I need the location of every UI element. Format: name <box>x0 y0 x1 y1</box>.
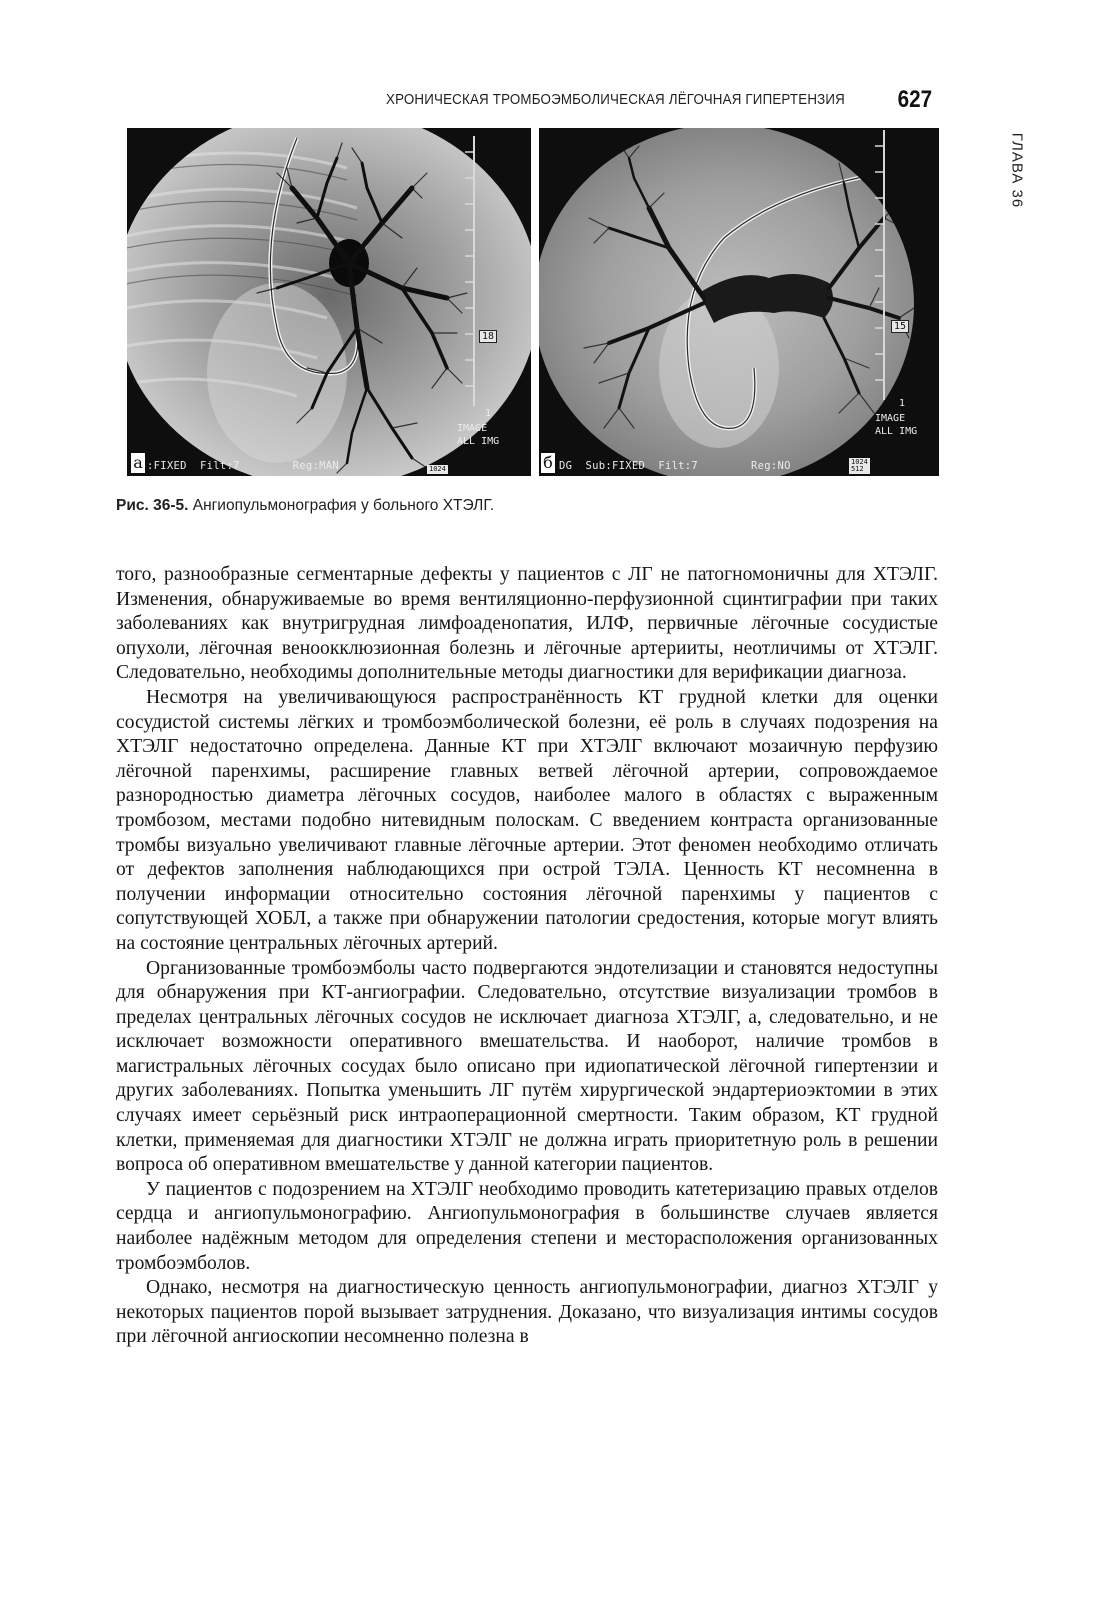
image-label-b: IMAGE ALL IMG <box>875 413 918 437</box>
osd-matrix-b: 1024 512 <box>851 458 868 473</box>
paragraph: Однако, несмотря на диагностическую ценность ангиопульмонографии, диагноз ХТЭЛГ у некоторых пациентов порой вызывает затруднения. Доказано, что визуализация интимы сосудов при лёгочной ангиоскопии несомненно полезна в <box>116 1277 938 1348</box>
paragraph: У пациентов с подозрением на ХТЭЛГ необходимо проводить катетеризацию правых отделов сердца и ангиопульмонографию. Ангиопульмонография в большинстве случаев является наиболее надёжным методом для определения степени и месторасположения организованных тромбоэмболов. <box>116 1178 938 1274</box>
figure-36-5 <box>127 128 939 476</box>
position-marker-b: 15 <box>891 320 909 333</box>
panel-letter-a: а <box>131 453 145 473</box>
scale-label-b: 1 <box>899 398 906 409</box>
chapter-label: ГЛАВА 36 <box>1008 132 1026 209</box>
angiogram-panel-b <box>539 128 939 476</box>
caption-text: Ангиопульмонография у больного ХТЭЛГ. <box>188 497 495 514</box>
body-text <box>116 563 938 1350</box>
osd-readout-b: DG Sub:FIXED Filt:7 Reg:NO <box>559 460 791 472</box>
page-header <box>386 86 946 116</box>
page-number: 627 <box>897 86 932 113</box>
position-marker-a: 18 <box>479 330 497 343</box>
osd-matrix-a: 1024 <box>429 465 446 473</box>
caption-label: Рис. 36-5. <box>116 497 189 514</box>
angiogram-panel-a <box>127 128 531 476</box>
figure-caption <box>116 497 956 515</box>
paragraph: Организованные тромбоэмболы часто подвергаются эндотелизации и становятся недоступны для обнаружения при КТ-ангиографии. Следовательно, отсутствие визуализации тромбов в пределах центральных лёгочных сосудов не исключает диагноза ХТЭЛГ, а, следовательно, и не исключает возможности оперативного вмешательства. И наоборот, наличие тромбов в магистральных лёгочных сосудах было описано при идиопатической лёгочной гипертензии и других заболеваниях. Попытка уменьшить ЛГ путём хирургической эндартериоэктомии в этих случаях имеет серьёзный риск интраоперационной смертности. Таким образом, КТ грудной клетки, применяемая для диагностики ХТЭЛГ не должна играть приоритетную роль в решении вопроса об оперативном вмешательстве у данной категории пациентов. <box>116 957 938 1176</box>
scale-label-a: 1 <box>485 408 492 419</box>
running-title: ХРОНИЧЕСКАЯ ТРОМБОЭМБОЛИЧЕСКАЯ ЛЁГОЧНАЯ ГИПЕРТЕНЗИЯ <box>386 92 845 108</box>
osd-readout-a: :FIXED Filt:7 Reg:MAN <box>147 460 340 472</box>
paragraph: того, разнообразные сегментарные дефекты у пациентов с ЛГ не патогномоничны для ХТЭЛГ. Изменения, обнаруживаемые во время вентиляционно-перфузионной сцинтиграфии при таких заболеваниях как внутригрудная лимфоаденопатия, ИЛФ, первичные лёгочные сосудистые опухоли, лёгочная веноокклюзионная болезнь и лёгочные артерииты, неотличимы от ХТЭЛГ. Следовательно, необходимы дополнительные методы диагностики для верификации диагноза. <box>116 564 938 684</box>
panel-letter-b: б <box>541 453 555 473</box>
image-label-a: IMAGE ALL IMG <box>457 423 500 447</box>
chapter-tab <box>1002 128 1026 218</box>
paragraph: Несмотря на увеличивающуюся распространённость КТ грудной клетки для оценки сосудистой системы лёгких и тромбоэмболической болезни, её роль в случаях подозрения на ХТЭЛГ недостаточно определена. Данные КТ при ХТЭЛГ включают мозаичную перфузию лёгочной паренхимы, расширение главных ветвей лёгочной артерии, сопровождаемое разнородностью диаметра лёгочных сосудов, наиболее малого в областях с выраженным тромбозом, местами подобно нитевидным полоскам. С введением контраста организованные тромбы визуально увеличивают главные лёгочные артерии. Этот феномен необходимо отличать от дефектов заполнения наблюдающихся при острой ТЭЛА. Ценность КТ несомненна в получении информации относительно состояния лёгочной паренхимы у пациентов с сопутствующей ХОБЛ, а также при обнаружении патологии средостения, которые могут влиять на состояние центральных лёгочных артерий. <box>116 686 938 954</box>
